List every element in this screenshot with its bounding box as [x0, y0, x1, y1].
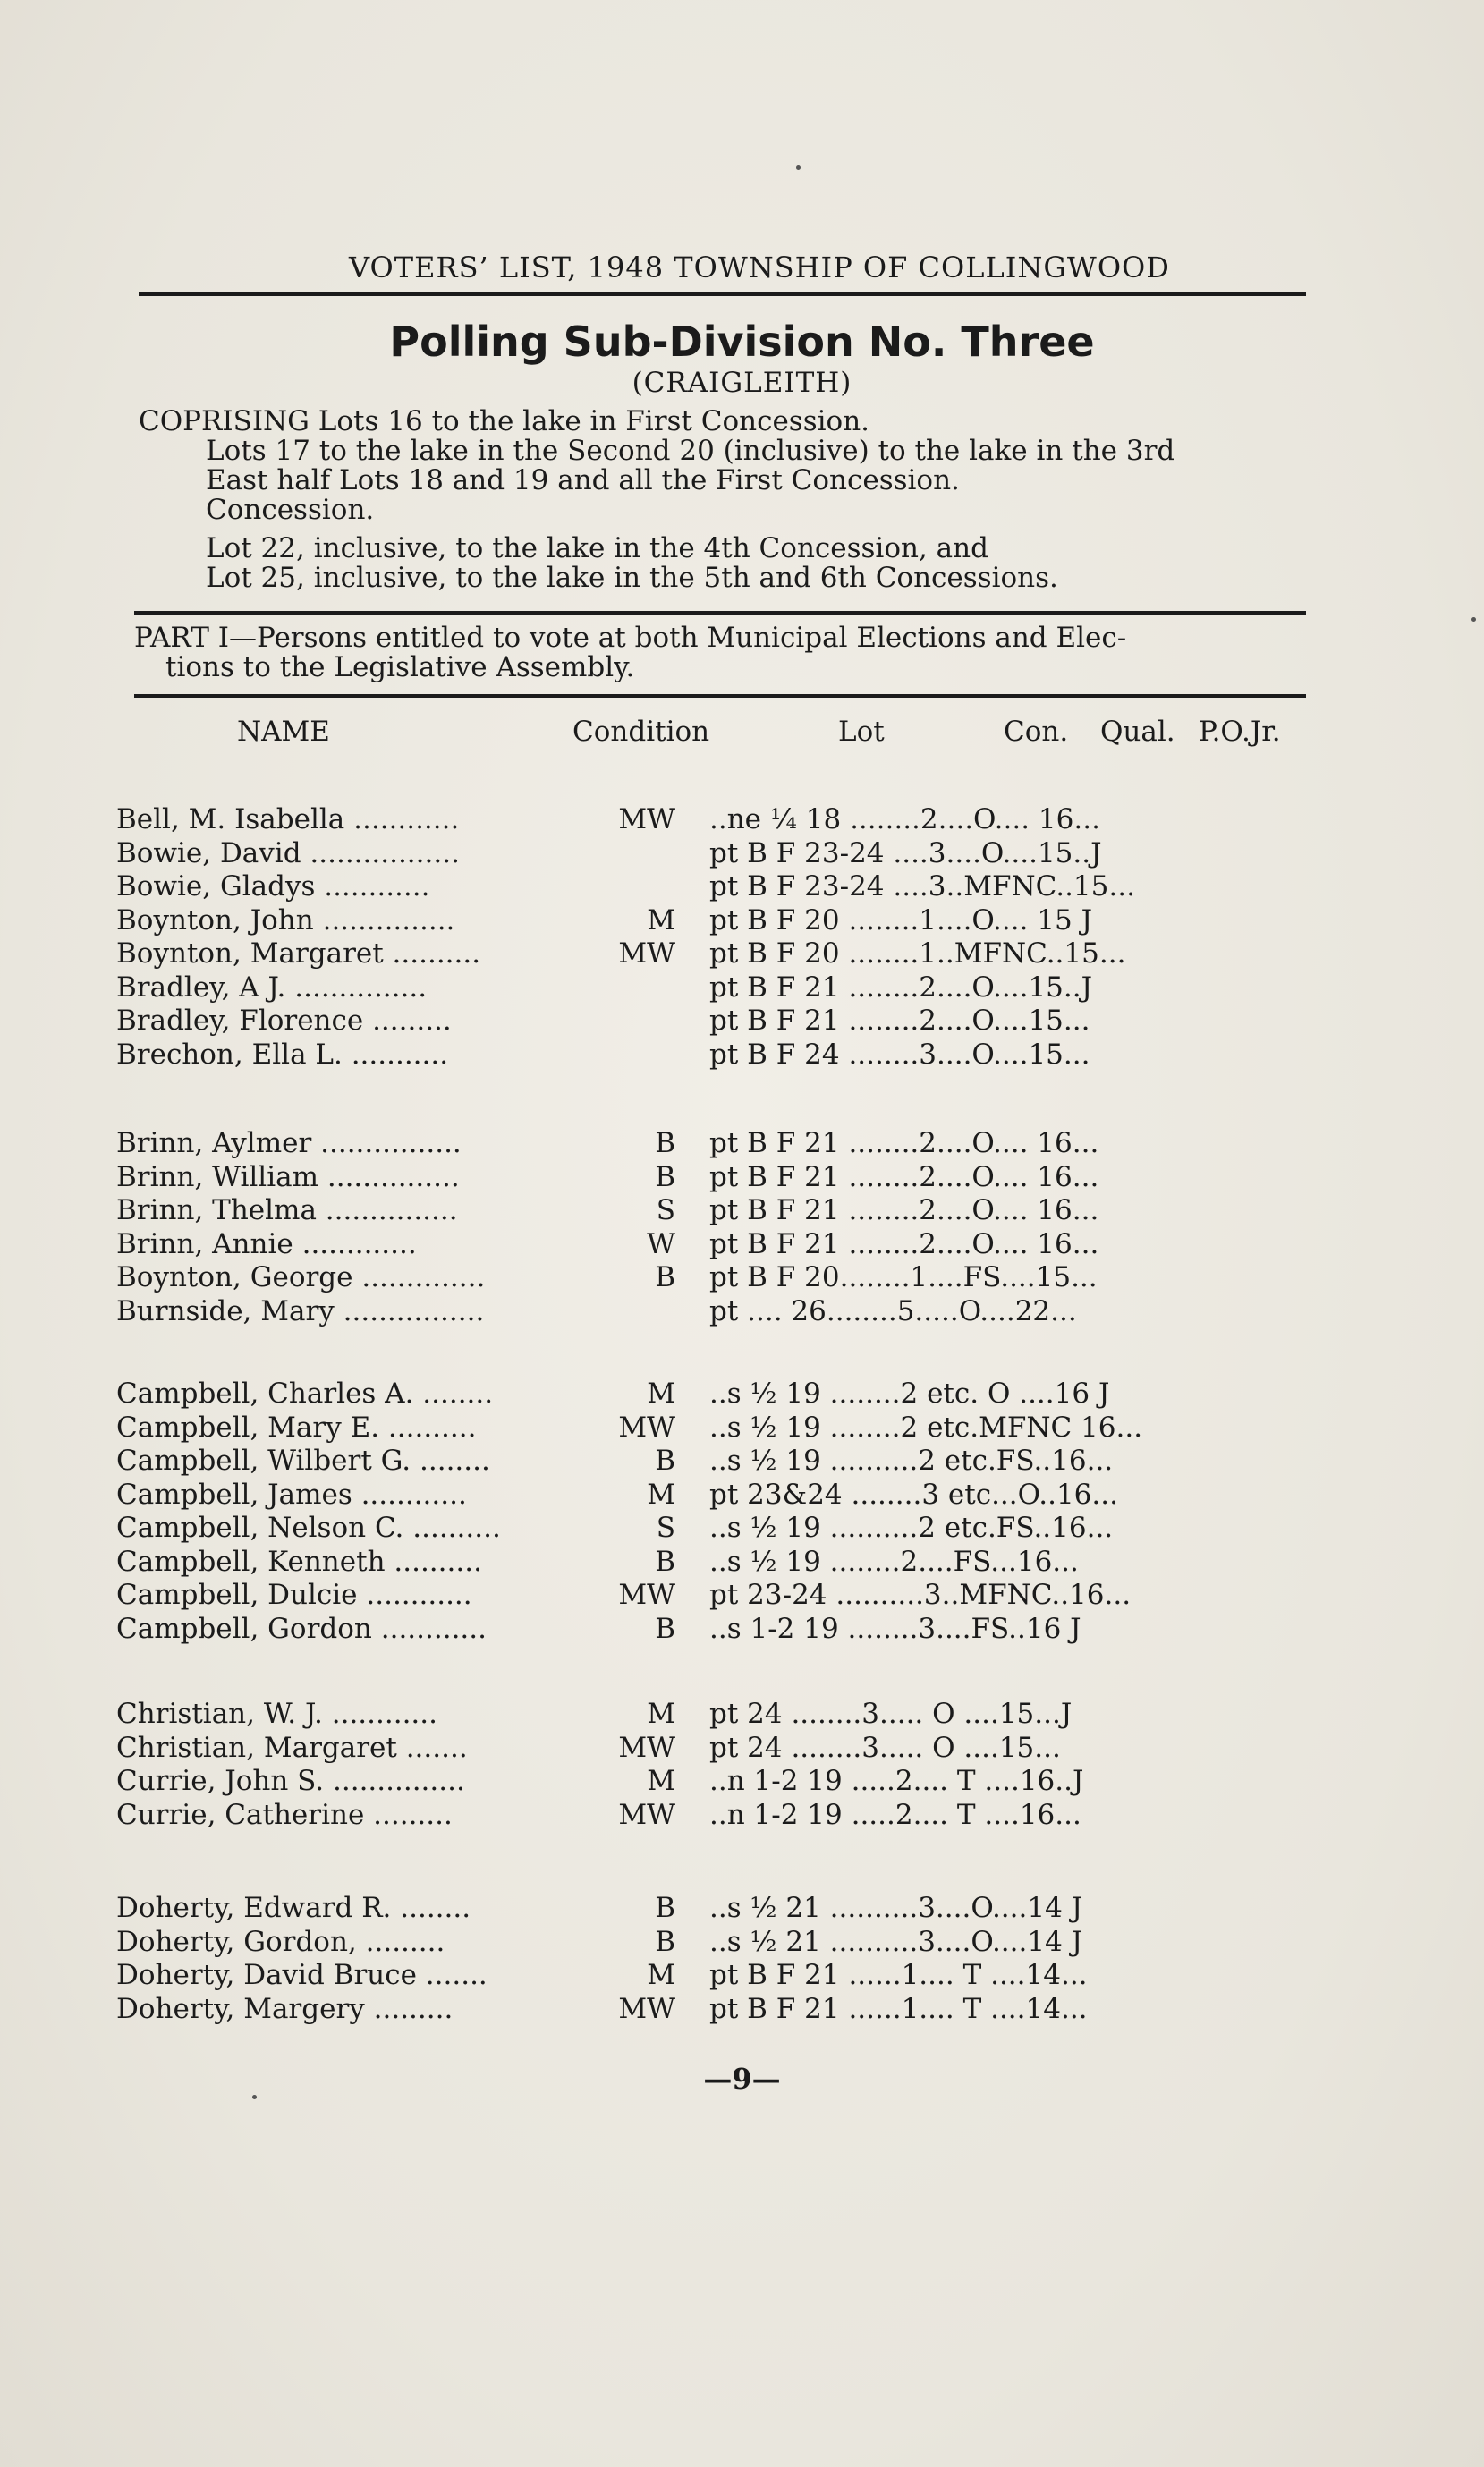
voter-name: Bowie, Gladys ............	[116, 870, 430, 903]
voter-condition: B	[655, 1445, 675, 1477]
voter-group	[116, 1892, 1306, 2026]
voter-details: ..s ½ 19 ..........2 etc.FS..16...	[709, 1445, 1114, 1477]
voter-condition: M	[647, 1478, 675, 1511]
voter-details: ..n 1-2 19 .....2.... T ....16...	[709, 1798, 1081, 1831]
voter-details: ..s ½ 19 ..........2 etc.FS..16...	[709, 1512, 1114, 1544]
voter-details: pt B F 21 ........2....O....15...	[709, 1005, 1090, 1037]
voter-row	[116, 1295, 1306, 1329]
voter-details: pt 24 ........3..... O ....15...	[709, 1731, 1061, 1764]
voter-row	[116, 1512, 1306, 1546]
voter-details: pt B F 20........1....FS....15...	[709, 1261, 1098, 1293]
voter-details: pt B F 21 ........2....O.... 16...	[709, 1227, 1099, 1260]
voter-details: ..s ½ 19 ........2 etc.MFNC 16...	[709, 1411, 1143, 1444]
voter-row	[116, 1445, 1306, 1479]
voter-details: pt B F 24 ........3....O....15...	[709, 1038, 1090, 1071]
col-po: P.O.Jr.	[1199, 716, 1281, 748]
comprising-rule	[134, 611, 1306, 615]
paper-speck	[796, 165, 801, 170]
comprising-line: Lot 22, inclusive, to the lake in the 4th Concession, and	[206, 532, 988, 564]
voter-condition: MW	[618, 1731, 675, 1764]
voter-details: pt B F 21 ........2....O.... 16...	[709, 1194, 1099, 1226]
voter-row	[116, 1993, 1306, 2027]
voter-details: pt B F 21 ......1.... T ....14...	[709, 1992, 1088, 2025]
voter-name: Doherty, Margery .........	[116, 1992, 454, 2025]
voter-row	[116, 837, 1306, 871]
voter-condition: B	[655, 1612, 675, 1645]
voter-condition: MW	[618, 803, 675, 835]
comprising-text	[139, 407, 1319, 593]
voter-name: Brinn, Annie .............	[116, 1227, 417, 1260]
part-heading-line: tions to the Legislative Assembly.	[165, 651, 635, 683]
voter-condition: S	[656, 1194, 675, 1226]
voter-row	[116, 937, 1306, 971]
voter-details: pt B F 23-24 ....3....O....15..J	[709, 836, 1102, 869]
voter-details: ..s ½ 19 ........2 etc. O ....16 J	[709, 1378, 1110, 1410]
voter-row	[116, 1127, 1306, 1161]
voter-details: pt B F 20 ........1....O.... 15 J	[709, 903, 1093, 937]
voter-name: Bell, M. Isabella ............	[116, 803, 460, 835]
voter-name: Christian, W. J. ............	[116, 1698, 437, 1730]
voter-row	[116, 803, 1306, 837]
voter-condition: B	[655, 1892, 675, 1924]
voter-details: ..s ½ 19 ........2....FS...16...	[709, 1545, 1079, 1578]
col-qual: Qual.	[1100, 716, 1175, 748]
voter-name: Doherty, David Bruce .......	[116, 1959, 488, 1991]
voter-row	[116, 1698, 1306, 1732]
comprising-line: East half Lots 18 and 19 and all the First Concession.	[206, 464, 960, 496]
header-rule	[139, 292, 1306, 296]
voter-name: Brinn, Thelma ...............	[116, 1194, 458, 1226]
voter-details: pt B F 21 ......1.... T ....14...	[709, 1959, 1088, 1991]
col-name: NAME	[237, 716, 330, 748]
voter-name: Christian, Margaret .......	[116, 1731, 468, 1764]
paper-speck	[1471, 617, 1476, 622]
page-subtitle: (CRAIGLEITH)	[632, 367, 852, 399]
voter-row	[116, 1261, 1306, 1295]
voter-condition: MW	[618, 1411, 675, 1444]
comprising-line: COPRISING Lots 16 to the lake in First Concession.	[139, 405, 870, 437]
voter-row	[116, 971, 1306, 1005]
voter-condition: MW	[618, 1992, 675, 2025]
voter-name: Campbell, Wilbert G. ........	[116, 1445, 490, 1477]
column-headers	[0, 716, 1484, 760]
voter-condition: W	[647, 1227, 675, 1260]
voter-name: Boynton, John ...............	[116, 903, 455, 937]
voter-name: Campbell, Mary E. ..........	[116, 1411, 477, 1444]
voter-row	[116, 1479, 1306, 1513]
voter-condition: MW	[618, 937, 675, 970]
comprising-line: Concession.	[206, 494, 375, 526]
voter-name: Bradley, A J. ...............	[116, 971, 428, 1004]
voter-name: Doherty, Gordon, .........	[116, 1925, 445, 1958]
col-con: Con.	[1004, 716, 1069, 748]
voter-condition: M	[647, 1698, 675, 1730]
voter-details: ..ne ¼ 18 ........2....O.... 16...	[709, 803, 1100, 835]
voter-row	[116, 1926, 1306, 1960]
voter-details: ..s 1-2 19 ........3....FS..16 J	[709, 1612, 1081, 1645]
voter-name: Doherty, Edward R. ........	[116, 1892, 471, 1924]
voter-condition: M	[647, 1959, 675, 1991]
voter-row	[116, 1892, 1306, 1926]
voter-details: ..n 1-2 19 .....2.... T ....16..J	[709, 1765, 1084, 1797]
voter-name: Boynton, George ..............	[116, 1261, 486, 1293]
running-head: VOTERS’ LIST, 1948 TOWNSHIP OF COLLINGWOOD	[349, 250, 1170, 284]
voter-name: Burnside, Mary ................	[116, 1294, 485, 1327]
voter-condition: B	[655, 1925, 675, 1958]
voter-group	[116, 803, 1306, 1072]
voter-group	[116, 1698, 1306, 1832]
voter-name: Currie, John S. ...............	[116, 1765, 465, 1797]
voter-details: pt 23&24 ........3 etc...O..16...	[709, 1478, 1118, 1511]
page-number: —9—	[703, 2062, 781, 2096]
voter-row	[116, 1412, 1306, 1445]
voter-row	[116, 870, 1306, 904]
voter-name: Campbell, James ............	[116, 1478, 467, 1511]
voter-details: pt .... 26........5.....O....22...	[709, 1294, 1077, 1327]
voter-condition: MW	[618, 1798, 675, 1831]
voter-details: ..s ½ 21 ..........3....O....14 J	[709, 1892, 1083, 1924]
voter-condition: MW	[618, 1579, 675, 1611]
voter-condition: B	[655, 1545, 675, 1578]
voter-row	[116, 1546, 1306, 1580]
voter-name: Campbell, Dulcie ............	[116, 1579, 472, 1611]
voter-row	[116, 1161, 1306, 1195]
voter-row	[116, 1959, 1306, 1993]
voter-row	[116, 1765, 1306, 1799]
voter-details: pt B F 21 ........2....O.... 16...	[709, 1127, 1099, 1159]
voter-name: Campbell, Kenneth ..........	[116, 1545, 482, 1578]
voter-details: pt 24 ........3..... O ....15...J	[709, 1698, 1073, 1730]
col-condition: Condition	[572, 716, 710, 748]
voter-row	[116, 1039, 1306, 1072]
voter-row	[116, 1579, 1306, 1613]
voter-condition: M	[647, 903, 675, 937]
voter-condition: M	[647, 1765, 675, 1797]
voter-details: pt B F 20 ........1..MFNC..15...	[709, 937, 1126, 970]
voter-name: Campbell, Gordon ............	[116, 1612, 487, 1645]
part-heading	[134, 623, 1324, 682]
voter-row	[116, 1799, 1306, 1833]
voter-name: Brechon, Ella L. ...........	[116, 1038, 449, 1071]
voter-name: Campbell, Charles A. ........	[116, 1378, 494, 1410]
voter-details: pt B F 21 ........2....O.... 16...	[709, 1160, 1099, 1193]
voter-row	[116, 1194, 1306, 1228]
voter-row	[116, 1378, 1306, 1412]
voter-name: Campbell, Nelson C. ..........	[116, 1512, 501, 1544]
voter-row	[116, 904, 1306, 938]
voter-row	[116, 1228, 1306, 1262]
voter-condition: B	[655, 1261, 675, 1293]
voter-name: Bradley, Florence .........	[116, 1005, 452, 1037]
part-rule	[134, 694, 1306, 698]
voter-row	[116, 1732, 1306, 1766]
voter-condition: B	[655, 1127, 675, 1159]
voter-condition: M	[647, 1378, 675, 1410]
voter-row	[116, 1613, 1306, 1647]
paper-speck	[252, 2095, 257, 2099]
voter-details: pt B F 21 ........2....O....15..J	[709, 971, 1093, 1004]
voter-name: Brinn, Aylmer ................	[116, 1127, 462, 1159]
part-heading-line: PART I—Persons entitled to vote at both Municipal Elections and Elec-	[134, 622, 1127, 654]
voter-name: Bowie, David .................	[116, 836, 460, 869]
voter-row	[116, 1005, 1306, 1039]
page-title: Polling Sub-Division No. Three	[389, 318, 1095, 366]
col-lot: Lot	[838, 716, 885, 748]
comprising-line: Lot 25, inclusive, to the lake in the 5th and 6th Concessions.	[206, 562, 1058, 594]
voter-group	[116, 1378, 1306, 1646]
voter-name: Boynton, Margaret ..........	[116, 937, 481, 970]
voter-name: Brinn, William ...............	[116, 1160, 460, 1193]
comprising-line: Lots 17 to the lake in the Second 20 (inclusive) to the lake in the 3rd	[206, 435, 1175, 467]
voter-condition: S	[656, 1512, 675, 1544]
voter-group	[116, 1127, 1306, 1328]
voter-name: Currie, Catherine .........	[116, 1798, 453, 1831]
voter-condition: B	[655, 1160, 675, 1193]
voter-details: ..s ½ 21 ..........3....O....14 J	[709, 1925, 1083, 1958]
voter-details: pt 23-24 ..........3..MFNC..16...	[709, 1579, 1132, 1611]
voter-details: pt B F 23-24 ....3..MFNC..15...	[709, 870, 1135, 903]
